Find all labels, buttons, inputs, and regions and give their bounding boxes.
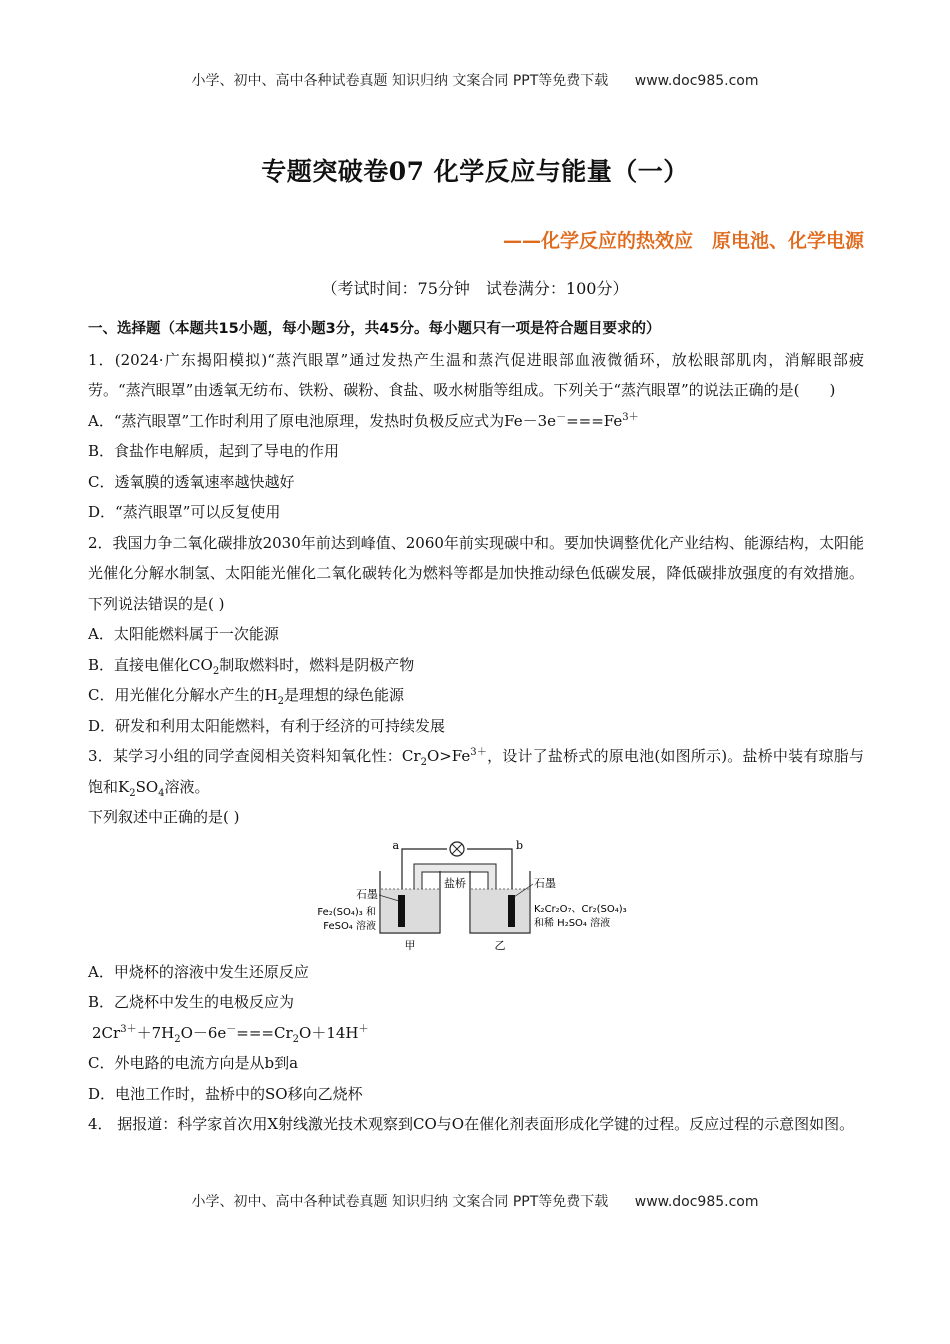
- header-text: 小学、初中、高中各种试卷真题 知识归纳 文案合同 PPT等免费下载: [191, 73, 609, 89]
- q1-option-d: D．“蒸汽眼罩”可以反复使用: [88, 503, 281, 521]
- beaker-left-label: 甲: [404, 938, 416, 952]
- q1-option-b: B．食盐作电解质，起到了导电的作用: [88, 442, 340, 460]
- page-subtitle: ——化学反应的热效应 原电池、化学电源: [502, 230, 864, 252]
- label-a: a: [392, 838, 399, 852]
- left-solution-label-1: Fe₂(SO₄)₃ 和: [317, 906, 376, 918]
- left-electrode-label: 石墨: [356, 887, 378, 901]
- header-url[interactable]: www.doc985.com: [634, 73, 759, 89]
- q3-prompt: 下列叙述中正确的是( ): [88, 808, 240, 826]
- salt-bridge-cell-diagram: [302, 837, 642, 955]
- q4-stem: 4． 据报道：科学家首次用X射线激光技术观察到CO与O在催化剂表面形成化学键的过程。反应过程的示意图如图。: [88, 1115, 855, 1133]
- q1-stem: 1．(2024·广东揭阳模拟)“蒸汽眼罩”通过发热产生温和蒸汽促进眼部血液微循环，放松眼部肌肉，消解眼部疲劳。“蒸汽眼罩”由透氧无纺布、铁粉、碳粉、食盐、吸水树脂等组成。下列关于“蒸汽眼罩”的说法正确的是( ): [88, 350, 864, 399]
- q3-option-d: D．电池工作时，盐桥中的SO移向乙烧杯: [88, 1084, 363, 1103]
- page-title: 专题突破卷07 化学反应与能量（一）: [261, 157, 689, 186]
- right-electrode: [508, 895, 515, 927]
- q3-option-b-equation: $2Cr^{3+}+7H_2O-6e^-===Cr_2O+14H^+$: [92, 1023, 369, 1045]
- q2-option-d: D．研发和利用太阳能燃料，有利于经济的可持续发展: [88, 716, 446, 735]
- right-solution-label-1: K₂Cr₂O₇、Cr₂(SO₄)₃: [534, 903, 627, 915]
- footer-url[interactable]: www.doc985.com: [634, 1194, 759, 1210]
- left-solution-label-2: FeSO₄ 溶液: [323, 920, 376, 932]
- exam-info: （考试时间：75分钟 试卷满分：100分）: [321, 279, 629, 298]
- q3-option-c: C．外电路的电流方向是从b到a: [88, 1054, 299, 1072]
- q3-stem: 3．某学习小组的同学查阅相关资料知氧化性：$Cr_2O>Fe^{3+}$，设计了盐桥式的原电池(如图所示)。盐桥中装有琼脂与饱和$K_2SO_4$溶液。: [88, 747, 864, 799]
- right-solution-label-2: 和稀 H₂SO₄ 溶液: [534, 917, 611, 929]
- label-b: b: [516, 838, 524, 852]
- left-electrode: [398, 895, 405, 927]
- q2-option-a: A．太阳能燃料属于一次能源: [88, 625, 279, 643]
- question-content: [88, 314, 864, 1140]
- q3-option-b: B．乙烧杯中发生的电极反应为: [88, 993, 295, 1011]
- beaker-right-label: 乙: [494, 938, 506, 952]
- footer-text: 小学、初中、高中各种试卷真题 知识归纳 文案合同 PPT等免费下载: [191, 1194, 609, 1210]
- right-electrode-label: 石墨: [534, 876, 556, 890]
- q2-option-b: B．直接电催化$CO_2$制取燃料时，燃料是阴极产物: [88, 655, 415, 677]
- q1-option-a: A．“蒸汽眼罩”工作时利用了原电池原理，发热时负极反应式为$Fe-3e^-===Fe^{3+}$: [88, 411, 639, 430]
- page-header: [0, 70, 950, 90]
- salt-bridge-label: 盐桥: [444, 876, 466, 890]
- page-footer: [0, 1191, 950, 1211]
- q2-option-c: C．用光催化分解水产生的$H_2$是理想的绿色能源: [88, 686, 404, 707]
- q1-option-c: C．透氧膜的透氧速率越快越好: [88, 472, 295, 491]
- q2-stem: 2．我国力争二氧化碳排放2030年前达到峰值、2060年前实现碳中和。要加快调整优化产业结构、能源结构，太阳能光催化分解水制氢、太阳能光催化二氧化碳转化为燃料等都是加快推动绿色低碳发展，降低碳排放强度的有效措施。下列说法错误的是( ): [88, 533, 864, 613]
- q3-option-a: A．甲烧杯的溶液中发生还原反应: [88, 962, 309, 981]
- section-heading: 一、选择题（本题共15小题，每小题3分，共45分。每小题只有一项是符合题目要求的）: [88, 321, 661, 337]
